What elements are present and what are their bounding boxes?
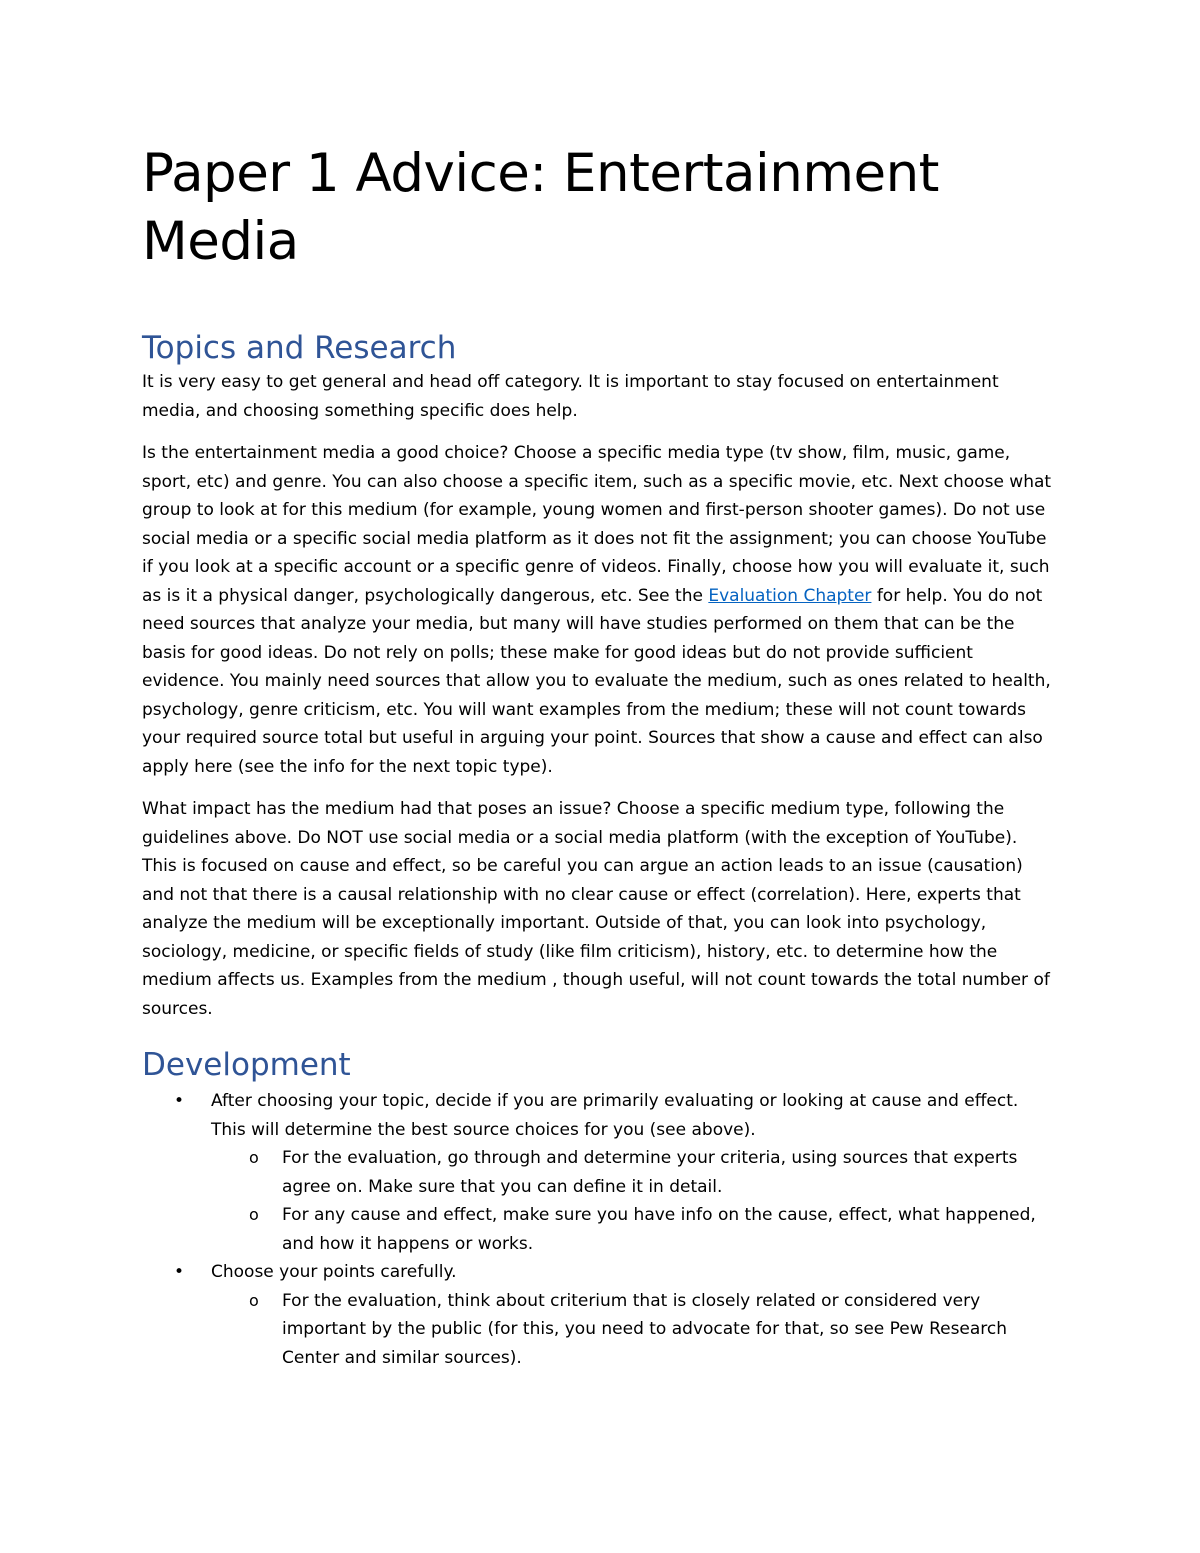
sub-list-item (142, 1287, 1057, 1373)
document-title: Paper 1 Advice: Entertainment Media (142, 143, 939, 272)
paragraph-entertainment-choice (142, 439, 1057, 781)
paragraph-impact: What impact has the medium had that poses an issue? Choose a specific medium type, following the guidelines above. Do NOT use social media or a social media platform (with the exception of YouTube). This is focused on cause and effect, so be careful you can argue an action leads to an issue (causation) and not that there is a causal relationship with no clear cause or effect (correlation). Here, experts that analyze the medium will be exceptionally important. Outside of that, you can look into psychology, sociology, medicine, or specific fields of study (like film criticism), history, etc. to determine how the medium affects us. Examples from the medium , though useful, will not count towards the total number of sources. (142, 799, 1050, 1019)
paragraph-intro: It is very easy to get general and head off category. It is important to stay focused on entertainment media, and choosing something specific does help. (142, 372, 999, 421)
paragraph-text-after-link: for help. You do not need sources that analyze your media, but many will have studies performed on them that can be the basis for good ideas. Do not rely on polls; these make for good ideas but do not provide sufficient evidence. You mainly need sources that allow you to evaluate the medium, such as ones related to health, psychology, genre criticism, etc. You will want examples from the medium; these will not count towards your required source total but useful in arguing your point. Sources that show a cause and effect can also apply here (see the info for the next topic type). (142, 585, 1051, 777)
sub-list-item (142, 1201, 1057, 1258)
sub-list-item-text: For the evaluation, think about criterium that is closely related or considered very important by the public (for this, you need to advocate for that, so see Pew Research Center and similar sources). (282, 1290, 1008, 1368)
list-item (142, 1258, 1057, 1287)
sub-bullet-icon: o (249, 1205, 259, 1224)
sub-list-item-text: For any cause and effect, make sure you have info on the cause, effect, what happened, and how it happens or works. (282, 1205, 1036, 1254)
sub-bullet-icon: o (249, 1290, 259, 1310)
list-item-text: After choosing your topic, decide if you are primarily evaluating or looking at cause and effect. This will determine the best source choices for you (see above). (211, 1091, 1019, 1140)
evaluation-chapter-link[interactable]: Evaluation Chapter (708, 585, 872, 606)
list-item (142, 1087, 1057, 1144)
document-page (142, 140, 1057, 1372)
heading-development: Development (142, 1047, 351, 1083)
heading-topics-and-research: Topics and Research (142, 330, 457, 366)
list-item-text: Choose your points carefully. (211, 1262, 457, 1282)
development-list (142, 1087, 1057, 1372)
sub-list-item-text: For the evaluation, go through and determine your criteria, using sources that experts agree on. Make sure that you can define it in detail. (282, 1148, 1018, 1197)
paragraph-text-before-link: Is the entertainment media a good choice? Choose a specific media type (tv show, film, music, game, sport, etc) and genre. You can also choose a specific item, such as a specific movie, etc. Next choose what group to look at for this medium (for example, young women and first-person shooter games). Do not use social media or a specific social media platform as it does not fit the assignment; you can choose YouTube if you look at a specific account or a specific genre of videos. Finally, choose how you will evaluate it, such as is it a physical danger, psychologically dangerous, etc. See the (142, 443, 1052, 606)
bullet-icon: • (174, 1091, 185, 1111)
sub-list-item (142, 1144, 1057, 1201)
sub-bullet-icon: o (249, 1148, 259, 1167)
bullet-icon: • (174, 1262, 185, 1282)
